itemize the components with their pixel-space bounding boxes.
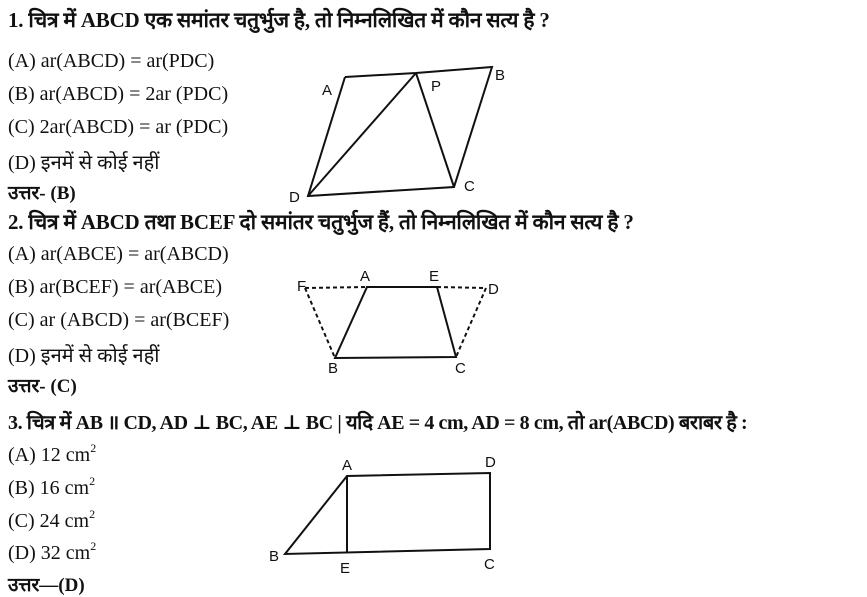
vertex-label-c: C — [484, 556, 495, 573]
vertex-label-e: E — [340, 560, 351, 577]
parallelogram-figure-2 — [290, 260, 520, 380]
trapezium-figure-3 — [260, 445, 520, 585]
vertex-label-a: A — [360, 268, 371, 285]
question-2-option-a: (A) ar(ABCE) = ar(ABCD) — [8, 243, 229, 265]
question-2-option-c: (C) ar (ABCD) = ar(BCEF) — [8, 309, 230, 331]
vertex-label-d: D — [488, 281, 499, 298]
option-text: (A) 12 cm — [8, 444, 91, 466]
vertex-label-f: F — [297, 278, 307, 295]
vertex-label-b: B — [328, 360, 339, 377]
question-3-option-d — [8, 539, 97, 565]
question-2-title: 2. चित्र में ABCD तथा BCEF दो समांतर चतुर्भुज हैं, तो निम्नलिखित में कौन सत्य है ? — [8, 210, 634, 234]
question-3-option-a — [8, 441, 97, 467]
superscript: 2 — [90, 539, 97, 553]
superscript: 2 — [89, 474, 96, 488]
question-3-title: 3. चित्र में AB ॥ CD, AD ⊥ BC, AE ⊥ BC | यदि AE = 4 cm, AD = 8 cm, तो ar(ABCD) बराबर है : — [8, 412, 748, 434]
question-2-option-d: (D) इनमें से कोई नहीं — [8, 345, 160, 367]
vertex-label-d: D — [289, 189, 300, 206]
vertex-label-p: P — [431, 78, 442, 95]
question-3-answer: उत्तर—(D) — [8, 575, 85, 596]
parallelogram-figure-1 — [280, 55, 530, 205]
question-1-option-d: (D) इनमें से कोई नहीं — [8, 152, 160, 174]
question-3-option-b — [8, 474, 96, 500]
question-1-title: 1. चित्र में ABCD एक समांतर चतुर्भुज है, तो निम्नलिखित में कौन सत्य है ? — [8, 8, 550, 32]
question-3-option-c — [8, 507, 96, 533]
vertex-label-c: C — [464, 178, 475, 195]
vertex-label-c: C — [455, 360, 466, 377]
vertex-label-e: E — [429, 268, 440, 285]
option-text: (C) 24 cm — [8, 510, 90, 532]
superscript: 2 — [90, 441, 97, 455]
vertex-label-a: A — [342, 457, 353, 474]
vertex-label-a: A — [322, 82, 333, 99]
question-1-answer: उत्तर- (B) — [8, 183, 76, 204]
question-2-answer: उत्तर- (C) — [8, 376, 77, 397]
vertex-label-b: B — [495, 67, 506, 84]
option-text: (B) 16 cm — [8, 477, 90, 499]
question-1-option-a: (A) ar(ABCD) = ar(PDC) — [8, 50, 215, 72]
superscript: 2 — [89, 507, 96, 521]
vertex-label-d: D — [485, 454, 496, 471]
question-1-option-c: (C) 2ar(ABCD) = ar (PDC) — [8, 116, 229, 138]
vertex-label-b: B — [269, 548, 280, 565]
option-text: (D) 32 cm — [8, 542, 91, 564]
question-1-option-b: (B) ar(ABCD) = 2ar (PDC) — [8, 83, 229, 105]
question-2-option-b: (B) ar(BCEF) = ar(ABCE) — [8, 276, 223, 298]
